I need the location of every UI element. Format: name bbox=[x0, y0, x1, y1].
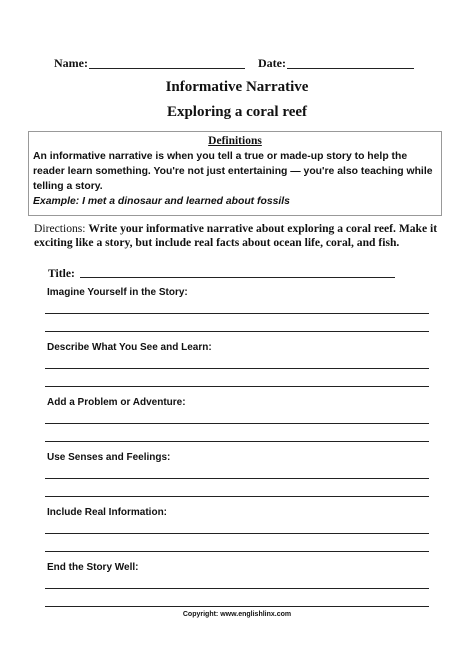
writing-line[interactable] bbox=[45, 423, 429, 424]
name-field[interactable] bbox=[89, 68, 245, 69]
section-label-ending: End the Story Well: bbox=[47, 562, 139, 573]
definitions-box bbox=[28, 131, 442, 216]
writing-line[interactable] bbox=[45, 551, 429, 552]
date-label: Date: bbox=[258, 56, 286, 70]
section-label-describe: Describe What You See and Learn: bbox=[47, 342, 212, 353]
worksheet-subtitle: Exploring a coral reef bbox=[166, 104, 308, 120]
copyright: Copyright: www.englishlinx.com bbox=[182, 611, 292, 618]
writing-line[interactable] bbox=[45, 313, 429, 314]
writing-line[interactable] bbox=[45, 331, 429, 332]
section-label-senses: Use Senses and Feelings: bbox=[47, 452, 171, 463]
date-field[interactable] bbox=[287, 68, 414, 69]
writing-line[interactable] bbox=[45, 588, 429, 589]
writing-line[interactable] bbox=[45, 533, 429, 534]
writing-line[interactable] bbox=[45, 368, 429, 369]
worksheet-title: Informative Narrative bbox=[165, 79, 309, 95]
directions-label: Directions: bbox=[34, 222, 86, 235]
definitions-example: Example: I met a dinosaur and learned about fossils bbox=[33, 196, 290, 207]
writing-line[interactable] bbox=[45, 496, 429, 497]
directions bbox=[34, 222, 446, 250]
definitions-body: An informative narrative is when you tell a true or made-up story to help the reader learn something. You're not just entertaining — you're also teaching while telling a story. bbox=[33, 151, 433, 192]
definitions-heading: Definitions bbox=[208, 135, 262, 147]
title-field[interactable] bbox=[80, 277, 395, 278]
section-label-information: Include Real Information: bbox=[47, 507, 168, 518]
title-field-label: Title: bbox=[48, 267, 75, 280]
writing-line[interactable] bbox=[45, 386, 429, 387]
writing-line[interactable] bbox=[45, 606, 429, 607]
section-label-problem: Add a Problem or Adventure: bbox=[47, 397, 186, 408]
writing-line[interactable] bbox=[45, 478, 429, 479]
name-label: Name: bbox=[54, 56, 88, 70]
section-label-imagine: Imagine Yourself in the Story: bbox=[47, 287, 188, 298]
writing-line[interactable] bbox=[45, 441, 429, 442]
directions-text: Write your informative narrative about exploring a coral reef. Make it exciting like a story, but include real facts about ocean life, coral, and fish. bbox=[34, 222, 438, 249]
